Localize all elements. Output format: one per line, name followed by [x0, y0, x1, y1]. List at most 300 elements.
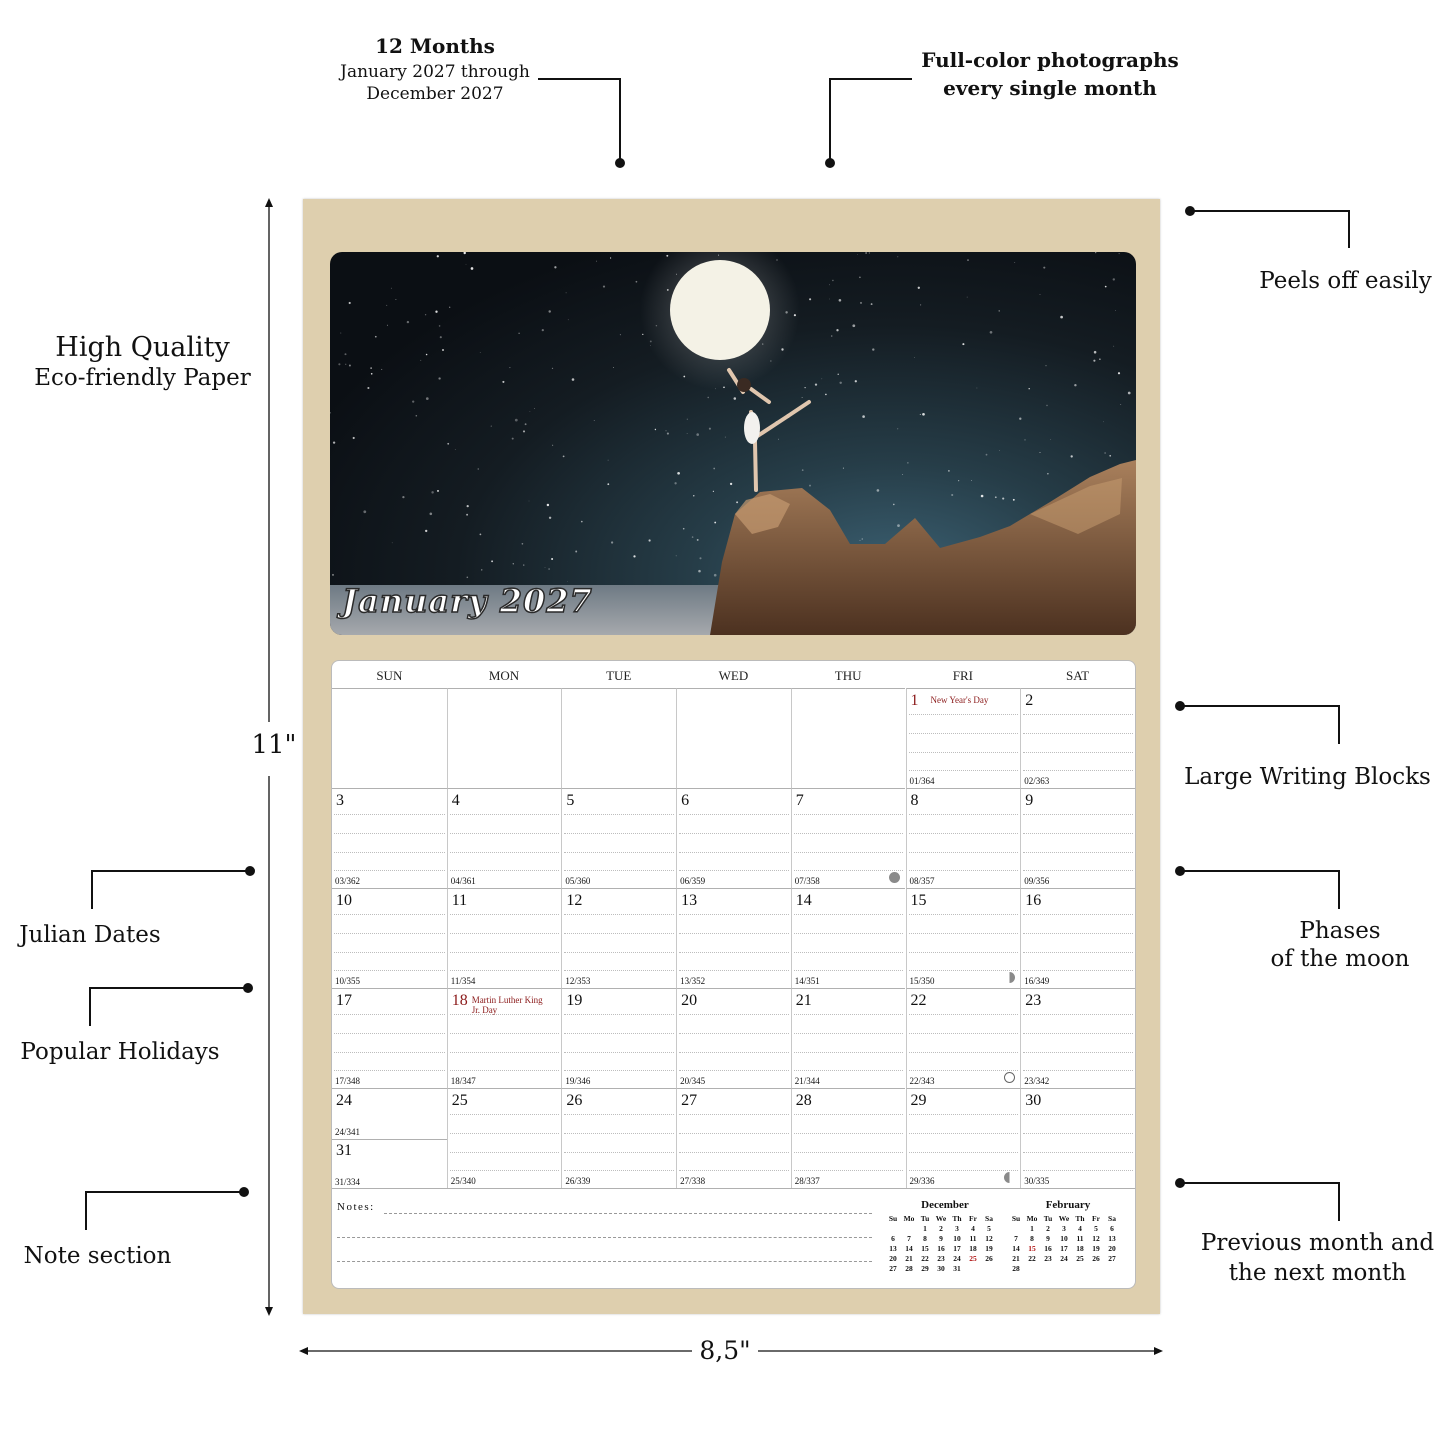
mini-day: 7 — [1014, 1233, 1018, 1243]
mini-day: 6 — [891, 1233, 895, 1243]
day-cell[interactable] — [676, 688, 791, 788]
prevnext-leader-v — [1338, 1182, 1340, 1221]
mini-day: 2 — [939, 1223, 943, 1233]
mini-day: 16 — [937, 1243, 945, 1253]
notes-label: Notes: — [337, 1201, 375, 1213]
day-name-thu: THU — [834, 668, 862, 683]
moon-leader-h — [1180, 870, 1340, 872]
ruled-line — [794, 814, 904, 815]
day-cell[interactable] — [561, 788, 676, 888]
day-cell[interactable] — [676, 888, 791, 988]
months-range-line2: December 2027 — [366, 84, 504, 104]
day-cell[interactable] — [906, 788, 1021, 888]
mini-day: 12 — [1092, 1233, 1100, 1243]
prev-month-calendar — [885, 1199, 1005, 1273]
ruled-line — [794, 933, 904, 934]
mini-day-header: We — [935, 1213, 947, 1223]
ruled-line — [794, 1114, 904, 1115]
mini-day-header: Sa — [1108, 1213, 1116, 1223]
moon-in-photo — [670, 260, 770, 360]
prevnext-leader-h — [1180, 1182, 1340, 1184]
day-cell[interactable] — [1020, 788, 1135, 888]
ruled-line — [334, 1014, 445, 1015]
mini-day — [901, 1223, 917, 1233]
ruled-line — [679, 814, 789, 815]
day-cell[interactable] — [1020, 988, 1135, 1088]
julian-date: 05/360 — [565, 876, 591, 886]
ruled-line — [679, 914, 789, 915]
mini-day: 9 — [939, 1233, 943, 1243]
mini-day: 10 — [953, 1233, 961, 1243]
ruled-line — [794, 1152, 904, 1153]
day-cell[interactable] — [447, 888, 562, 988]
mini-day: 24 — [953, 1253, 961, 1263]
day-number: 25 — [451, 1092, 468, 1109]
mini-day — [1072, 1263, 1088, 1273]
ruled-line — [450, 952, 560, 953]
ruled-line — [909, 714, 1019, 715]
ruled-line — [909, 1170, 1019, 1171]
julian-date: 09/356 — [1024, 876, 1050, 886]
ruled-line — [334, 1070, 445, 1071]
ruled-line — [1023, 852, 1133, 853]
day-cell[interactable] — [332, 888, 447, 988]
ruled-line — [909, 970, 1019, 971]
mini-day: 7 — [907, 1233, 911, 1243]
ruled-line — [1023, 770, 1133, 771]
ruled-line — [564, 814, 674, 815]
day-cell[interactable] — [332, 688, 447, 788]
ruled-line — [679, 1133, 789, 1134]
mini-day-header: Th — [1075, 1213, 1085, 1223]
day-name-tue: TUE — [606, 668, 632, 683]
mini-day: 11 — [969, 1233, 977, 1243]
ruled-line — [334, 833, 445, 834]
day-cell[interactable] — [906, 988, 1021, 1088]
quality-line2: Eco-friendly Paper — [34, 365, 251, 391]
day-number: 19 — [566, 992, 583, 1009]
day-cell[interactable] — [906, 688, 1021, 788]
day-cell[interactable] — [332, 788, 447, 888]
writing-callout: Large Writing Blocks — [1184, 764, 1431, 790]
holidays-callout: Popular Holidays — [20, 1039, 220, 1065]
day-number: 7 — [795, 792, 804, 809]
ruled-line — [794, 852, 904, 853]
day-number: 1 — [910, 692, 919, 709]
day-number: 23 — [1025, 992, 1042, 1009]
julian-date: 26/339 — [565, 1176, 591, 1186]
julian-date: 12/353 — [565, 976, 591, 986]
day-cell[interactable] — [447, 988, 562, 1088]
ruled-line — [1023, 1133, 1133, 1134]
ruled-line — [794, 1070, 904, 1071]
ruled-line — [450, 1170, 560, 1171]
day-number: 12 — [566, 892, 583, 909]
ruled-line — [794, 833, 904, 834]
day-number: 30 — [1025, 1092, 1042, 1109]
holiday-name: New Year's Day — [930, 695, 989, 705]
month-title: January 2027 — [342, 582, 593, 620]
ruled-line — [450, 1052, 560, 1053]
mini-day: 5 — [1094, 1223, 1098, 1233]
ruled-line — [1023, 1114, 1133, 1115]
ruled-line — [679, 1014, 789, 1015]
ruled-line — [909, 1052, 1019, 1053]
writing-leader-h — [1180, 705, 1340, 707]
ruled-line — [794, 870, 904, 871]
mini-day: 8 — [923, 1233, 927, 1243]
ruled-line — [564, 914, 674, 915]
julian-date: 14/351 — [794, 976, 820, 986]
notes-section — [332, 1188, 1135, 1289]
ruled-line — [334, 1033, 445, 1034]
day-number: 24 — [336, 1092, 352, 1109]
mini-day: 6 — [1110, 1223, 1114, 1233]
holiday-name: Martin Luther King Jr. Day — [471, 995, 543, 1015]
mini-day: 14 — [905, 1243, 913, 1253]
ruled-line — [679, 852, 789, 853]
day-cell[interactable] — [791, 888, 906, 988]
ruled-line — [909, 1014, 1019, 1015]
ruled-line — [909, 833, 1019, 834]
ruled-line — [450, 1070, 560, 1071]
day-number: 5 — [566, 792, 575, 809]
julian-date: 11/354 — [450, 976, 476, 986]
peels-leader-v — [1348, 210, 1350, 248]
mini-day: 22 — [1028, 1253, 1036, 1263]
mini-day: 2 — [1046, 1223, 1050, 1233]
mini-day: 29 — [921, 1263, 929, 1273]
ruled-line — [909, 952, 1019, 953]
mini-day: 16 — [1044, 1243, 1052, 1253]
mini-day: 8 — [1030, 1233, 1034, 1243]
ruled-line — [1023, 733, 1133, 734]
day-number: 28 — [795, 1092, 812, 1109]
day-cell[interactable] — [447, 788, 562, 888]
day-cell[interactable] — [791, 988, 906, 1088]
ruled-line — [334, 852, 445, 853]
julian-date: 15/350 — [909, 976, 935, 986]
mini-day: 11 — [1076, 1233, 1084, 1243]
ruled-line — [564, 1014, 674, 1015]
ruled-line — [909, 852, 1019, 853]
julian-date: 25/340 — [450, 1176, 476, 1186]
ruled-line — [909, 1033, 1019, 1034]
holidays-leader-h — [89, 987, 249, 989]
ruled-line — [909, 870, 1019, 871]
day-cell[interactable] — [791, 688, 906, 788]
ruled-line — [450, 833, 560, 834]
day-name-sun: SUN — [376, 668, 403, 683]
day-cell[interactable] — [561, 888, 676, 988]
ruled-line — [794, 952, 904, 953]
month-photo — [330, 252, 1136, 635]
mini-day: 18 — [1076, 1243, 1084, 1253]
mini-day: 13 — [889, 1243, 897, 1253]
moon-phase-first-quarter-icon — [1004, 972, 1015, 983]
ruled-line — [450, 1114, 560, 1115]
ruled-line — [909, 1070, 1019, 1071]
ruled-line — [794, 1170, 904, 1171]
mini-day: 19 — [1092, 1243, 1100, 1253]
months-leader-v — [619, 78, 621, 162]
moon-line1: Phases — [1299, 918, 1381, 944]
ruled-line — [679, 1052, 789, 1053]
ruled-line — [334, 933, 445, 934]
ruled-line — [450, 914, 560, 915]
ruled-line — [1023, 914, 1133, 915]
julian-date: 28/337 — [794, 1176, 820, 1186]
moon-leader-v — [1338, 870, 1340, 909]
split-cell-bottom — [332, 1139, 447, 1189]
mini-day: 30 — [937, 1263, 945, 1273]
ruled-line — [450, 1133, 560, 1134]
height-label: 11" — [248, 730, 300, 760]
ruled-line — [334, 870, 445, 871]
day-cell[interactable] — [332, 1088, 447, 1188]
ruled-line — [679, 1170, 789, 1171]
julian-date: 24/341 — [335, 1127, 361, 1137]
prevnext-callout — [1190, 1230, 1445, 1286]
ruled-line — [1023, 1014, 1133, 1015]
day-cell[interactable] — [447, 1088, 562, 1188]
ruled-line — [794, 1052, 904, 1053]
photos-line2: every single month — [943, 76, 1157, 100]
mini-day — [885, 1223, 901, 1233]
julian-date: 06/359 — [680, 876, 706, 886]
mini-day — [1056, 1263, 1072, 1273]
ruled-line — [679, 1152, 789, 1153]
julian-date: 29/336 — [909, 1176, 935, 1186]
ruled-line — [679, 1114, 789, 1115]
ruled-line — [794, 1133, 904, 1134]
day-cell[interactable] — [447, 688, 562, 788]
width-label: 8,5" — [692, 1336, 758, 1365]
day-number: 6 — [681, 792, 690, 809]
mini-day: 28 — [1012, 1263, 1020, 1273]
mini-day-header: Tu — [1043, 1213, 1053, 1223]
ruled-line — [1023, 1170, 1133, 1171]
photos-leader-dot — [825, 158, 835, 168]
day-number: 26 — [566, 1092, 583, 1109]
ruled-line — [909, 752, 1019, 753]
julian-date: 23/342 — [1024, 1076, 1050, 1086]
ruled-line — [450, 933, 560, 934]
mini-day: 25 — [1076, 1253, 1084, 1263]
mini-day: 1 — [1030, 1223, 1034, 1233]
day-number: 16 — [1025, 892, 1042, 909]
ruled-line — [679, 933, 789, 934]
ruled-line — [679, 833, 789, 834]
mini-day: 24 — [1060, 1253, 1068, 1263]
mini-day-header: Fr — [969, 1213, 977, 1223]
mini-day: 23 — [1044, 1253, 1052, 1263]
ruled-line — [1023, 833, 1133, 834]
ruled-line — [564, 1070, 674, 1071]
ruled-line — [564, 933, 674, 934]
mini-day: 14 — [1012, 1243, 1020, 1253]
julian-date: 21/344 — [794, 1076, 820, 1086]
mini-day: 15 — [1028, 1243, 1036, 1253]
ruled-line — [334, 814, 445, 815]
mini-month-table — [1008, 1213, 1120, 1273]
ruled-line — [450, 1152, 560, 1153]
mini-day: 12 — [985, 1233, 993, 1243]
mini-day — [1088, 1263, 1104, 1273]
day-number: 8 — [910, 792, 919, 809]
mini-day — [1040, 1263, 1056, 1273]
ruled-line — [794, 914, 904, 915]
photos-leader-h — [830, 78, 912, 80]
ruled-line — [1023, 933, 1133, 934]
julian-date: 13/352 — [680, 976, 706, 986]
months-callout — [330, 34, 540, 104]
mini-month-table — [885, 1213, 997, 1273]
day-number: 21 — [795, 992, 812, 1009]
ruled-line — [564, 833, 674, 834]
julian-callout: Julian Dates — [19, 922, 161, 948]
notes-leader-v — [85, 1191, 87, 1230]
ruled-line — [909, 933, 1019, 934]
ruled-line — [909, 770, 1019, 771]
mini-day: 31 — [953, 1263, 961, 1273]
ruled-line — [564, 1133, 674, 1134]
day-name-fri: FRI — [952, 668, 973, 683]
mini-day — [981, 1263, 997, 1273]
ruled-line — [1023, 870, 1133, 871]
julian-date: 04/361 — [450, 876, 476, 886]
day-number: 15 — [910, 892, 927, 909]
quality-line1: High Quality — [55, 332, 230, 363]
day-name-mon: MON — [488, 668, 520, 683]
day-cell[interactable] — [1020, 688, 1135, 788]
day-number: 4 — [451, 792, 460, 809]
ruled-line — [1023, 1152, 1133, 1153]
months-leader-dot — [615, 158, 625, 168]
julian-date: 03/362 — [335, 876, 361, 886]
day-cell[interactable] — [676, 788, 791, 888]
julian-date: 10/355 — [335, 976, 361, 986]
ruled-line — [564, 1033, 674, 1034]
day-cell[interactable] — [791, 1088, 906, 1188]
ruled-line — [794, 970, 904, 971]
moon-callout — [1250, 918, 1430, 972]
day-cell[interactable] — [791, 788, 906, 888]
moon-phase-new-icon — [889, 872, 900, 883]
day-cell[interactable] — [906, 1088, 1021, 1188]
mini-day: 17 — [1060, 1243, 1068, 1253]
day-cell[interactable] — [561, 988, 676, 1088]
day-number: 11 — [451, 892, 468, 909]
day-cell[interactable] — [1020, 1088, 1135, 1188]
day-number: 13 — [681, 892, 698, 909]
mini-day: 5 — [987, 1223, 991, 1233]
julian-date: 31/334 — [335, 1177, 361, 1187]
prevnext-line1: Previous month and — [1200, 1230, 1435, 1256]
julian-date: 17/348 — [335, 1076, 361, 1086]
mini-day: 26 — [1092, 1253, 1100, 1263]
ruled-line — [909, 1152, 1019, 1153]
next-month-calendar — [1008, 1199, 1128, 1273]
mini-day: 25 — [969, 1253, 977, 1263]
mini-day — [1024, 1263, 1040, 1273]
julian-leader-h — [91, 870, 251, 872]
mini-day: 27 — [889, 1263, 897, 1273]
julian-leader-v — [91, 870, 93, 909]
day-number: 2 — [1025, 692, 1034, 709]
mini-day-header: Th — [952, 1213, 962, 1223]
calendar-page — [303, 199, 1160, 1314]
day-number: 9 — [1025, 792, 1034, 809]
day-cell[interactable] — [676, 1088, 791, 1188]
peels-callout: Peels off easily — [1259, 268, 1432, 294]
day-cell[interactable] — [676, 988, 791, 1088]
notes-line — [384, 1213, 872, 1214]
split-cell-top — [332, 1089, 447, 1140]
mini-day: 21 — [905, 1253, 913, 1263]
ruled-line — [1023, 814, 1133, 815]
day-cell[interactable] — [1020, 888, 1135, 988]
mini-day — [965, 1263, 981, 1273]
mini-day: 1 — [923, 1223, 927, 1233]
ruled-line — [794, 1033, 904, 1034]
julian-date: 18/347 — [450, 1076, 476, 1086]
day-cell[interactable] — [561, 688, 676, 788]
day-number: 22 — [910, 992, 927, 1009]
day-number: 29 — [910, 1092, 927, 1109]
day-number: 18 — [451, 992, 468, 1009]
mini-day — [1008, 1223, 1024, 1233]
day-cell[interactable] — [906, 888, 1021, 988]
mini-day-header: Sa — [985, 1213, 993, 1223]
ruled-line — [450, 970, 560, 971]
mini-day: 20 — [889, 1253, 897, 1263]
notes-line — [337, 1261, 872, 1262]
moon-line2: of the moon — [1270, 946, 1410, 972]
ruled-line — [450, 852, 560, 853]
day-number: 10 — [336, 892, 352, 909]
ruled-line — [909, 914, 1019, 915]
mini-day: 3 — [1062, 1223, 1066, 1233]
mini-day-header: Mo — [903, 1213, 915, 1223]
julian-date: 08/357 — [909, 876, 935, 886]
moon-phase-last-quarter-icon — [1004, 1172, 1015, 1183]
ruled-line — [334, 970, 445, 971]
ruled-line — [909, 1133, 1019, 1134]
ruled-line — [334, 914, 445, 915]
mini-day — [1104, 1263, 1120, 1273]
ruled-line — [1023, 752, 1133, 753]
moon-phase-full-icon — [1004, 1072, 1015, 1083]
notes-leader-h — [85, 1191, 245, 1193]
mini-day-header: Su — [1011, 1213, 1021, 1223]
photos-callout — [905, 48, 1195, 100]
day-number: 14 — [795, 892, 812, 909]
ruled-line — [564, 952, 674, 953]
quality-callout — [10, 332, 275, 391]
day-cell[interactable] — [561, 1088, 676, 1188]
months-leader-h — [538, 78, 621, 80]
day-cell[interactable] — [332, 988, 447, 1088]
mini-day: 17 — [953, 1243, 961, 1253]
ruled-line — [564, 1052, 674, 1053]
mini-day: 3 — [955, 1223, 959, 1233]
mini-day: 9 — [1046, 1233, 1050, 1243]
julian-date: 20/345 — [680, 1076, 706, 1086]
mini-day: 20 — [1108, 1243, 1116, 1253]
ruled-line — [1023, 714, 1133, 715]
months-title: 12 Months — [375, 34, 495, 58]
